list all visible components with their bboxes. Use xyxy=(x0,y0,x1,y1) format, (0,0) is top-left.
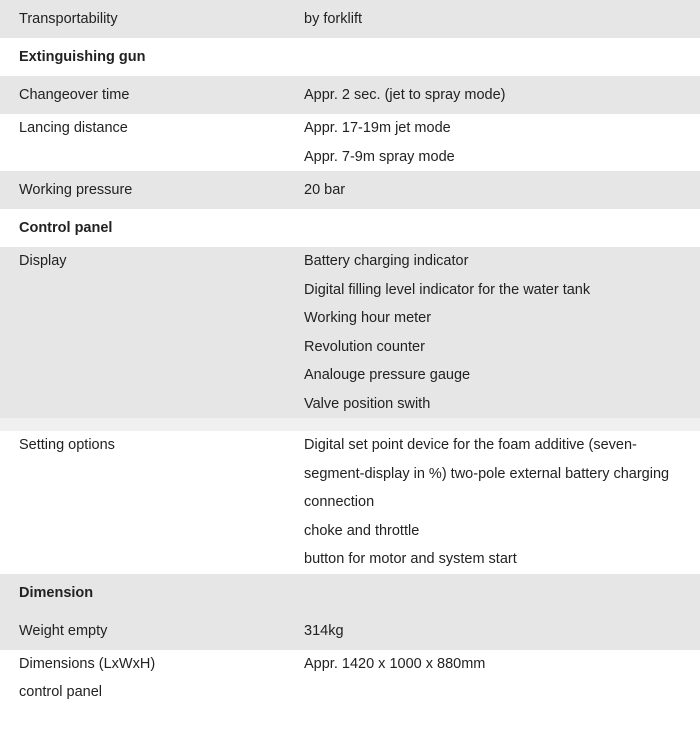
table-row xyxy=(0,247,700,418)
row-value-text: Digital set point device for the foam additive (seven- xyxy=(304,437,637,453)
row-label xyxy=(0,247,285,418)
row-value xyxy=(285,76,700,114)
row-label-text: Lancing distance xyxy=(19,120,128,136)
row-value-text: Analouge pressure gauge xyxy=(304,367,471,383)
row-label-text: Working pressure xyxy=(19,182,133,198)
row-label-text: Setting options xyxy=(19,437,115,453)
row-value-text: Appr. 2 sec. (jet to spray mode) xyxy=(304,87,506,103)
row-value-text: Valve position swith xyxy=(304,395,431,412)
row-label xyxy=(0,0,285,38)
section-header xyxy=(0,38,700,76)
section-header-cell xyxy=(0,574,700,612)
row-value-text: 20 bar xyxy=(304,182,346,198)
row-label xyxy=(0,76,285,114)
row-spacer xyxy=(0,418,700,431)
table-row xyxy=(0,114,700,171)
section-header-cell xyxy=(0,38,700,76)
row-value-text: segment-display in %) two-pole external battery charging xyxy=(304,465,670,482)
row-label xyxy=(0,650,285,707)
row-value xyxy=(285,612,700,650)
row-label-text: Dimensions (LxWxH) xyxy=(19,655,156,672)
row-value-text: connection xyxy=(304,494,375,510)
section-header-cell xyxy=(0,209,700,247)
section-title: Dimension xyxy=(19,584,94,601)
row-value-text: Appr. 1420 x 1000 x 880mm xyxy=(304,655,486,672)
row-value-text: Revolution counter xyxy=(304,338,425,355)
row-value-text: Appr. 17-19m jet mode xyxy=(304,120,451,136)
table-row xyxy=(0,76,700,114)
row-value-text: 314kg xyxy=(304,622,344,639)
section-header xyxy=(0,209,700,247)
row-label xyxy=(0,114,285,171)
row-value-text: Appr. 7-9m spray mode xyxy=(304,148,455,165)
section-title: Extinguishing gun xyxy=(19,49,146,65)
table-row xyxy=(0,612,700,650)
row-value xyxy=(285,171,700,209)
section-title: Control panel xyxy=(19,220,113,236)
row-label-text: Changeover time xyxy=(19,87,130,103)
row-label xyxy=(0,171,285,209)
row-value-text: choke and throttle xyxy=(304,522,420,539)
row-value xyxy=(285,431,700,574)
table-row xyxy=(0,171,700,209)
row-label xyxy=(0,612,285,650)
section-header xyxy=(0,574,700,612)
row-value xyxy=(285,0,700,38)
table-row xyxy=(0,0,700,38)
row-value-text: Working hour meter xyxy=(304,310,432,326)
row-value-text: Digital filling level indicator for the water tank xyxy=(304,281,591,298)
table-row xyxy=(0,431,700,574)
table-row xyxy=(0,650,700,707)
row-value xyxy=(285,247,700,418)
row-label-text: Display xyxy=(19,253,67,269)
row-value-text: by forklift xyxy=(304,11,363,27)
row-value xyxy=(285,650,700,707)
row-label-text: control panel xyxy=(19,684,103,700)
row-label-text: Weight empty xyxy=(19,622,108,639)
row-value-text: button for motor and system start xyxy=(304,551,517,567)
row-value xyxy=(285,114,700,171)
row-value-text: Battery charging indicator xyxy=(304,253,469,269)
row-spacer-cell xyxy=(0,418,700,431)
row-label-text: Transportability xyxy=(19,11,118,27)
row-label xyxy=(0,431,285,574)
